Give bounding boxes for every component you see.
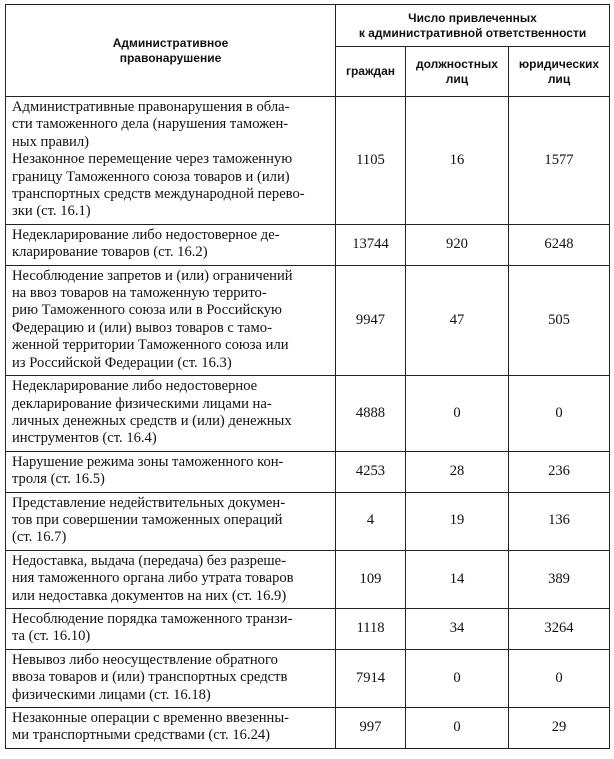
violation-description: Недоставка, выдача (передача) без разреше- ния таможенного органа либо утрата товаров или недоставка документов на них (ст. 16.9) [6,550,336,608]
count-citizens: 13744 [336,224,406,265]
violation-description: Административные правонарушения в обла- сти таможенного дела (нарушения таможен- ных правил) Незаконное перемещение через таможенную границу Таможенного союза товаров и (или) транспортных средств международной перево- зки (ст. 16.1) [6,97,336,225]
count-officials: 34 [406,608,509,649]
count-officials: 28 [406,451,509,492]
count-citizens: 4253 [336,451,406,492]
header-officials: должностных лиц [406,47,509,97]
table-row [6,608,610,649]
count-officials: 0 [406,376,509,452]
count-citizens: 9947 [336,265,406,375]
count-citizens: 1105 [336,97,406,225]
violation-description: Невывоз либо неосуществление обратного ввоза товаров и (или) транспортных средств физическими лицами (ст. 16.18) [6,649,336,707]
table-row [6,265,610,375]
header-count-group: Число привлеченных к административной ответственности [336,5,610,47]
count-legal-entities: 3264 [509,608,610,649]
table-body [6,97,610,749]
count-legal-entities: 6248 [509,224,610,265]
violation-description: Нарушение режима зоны таможенного кон- троля (ст. 16.5) [6,451,336,492]
violation-description: Несоблюдение порядка таможенного транзи- та (ст. 16.10) [6,608,336,649]
count-legal-entities: 1577 [509,97,610,225]
table-row [6,550,610,608]
table-row [6,376,610,452]
table-row [6,708,610,749]
count-citizens: 109 [336,550,406,608]
table-header [6,5,610,97]
violation-description: Недекларирование либо недостоверное де- кларирование товаров (ст. 16.2) [6,224,336,265]
count-legal-entities: 0 [509,649,610,707]
table-row [6,649,610,707]
count-citizens: 7914 [336,649,406,707]
count-legal-entities: 236 [509,451,610,492]
count-legal-entities: 505 [509,265,610,375]
count-officials: 47 [406,265,509,375]
count-legal-entities: 136 [509,492,610,550]
table-row [6,451,610,492]
violation-description: Несоблюдение запретов и (или) ограничений на ввоз товаров на таможенную террито- рию Таможенного союза или в Российскую Федерацию и (или) вывоз товаров с тамо- женной территории Таможенного союза или из Российской Федерации (ст. 16.3) [6,265,336,375]
count-officials: 0 [406,708,509,749]
count-citizens: 4888 [336,376,406,452]
violation-description: Незаконные операции с временно ввезенны- ми транспортными средствами (ст. 16.24) [6,708,336,749]
count-citizens: 997 [336,708,406,749]
count-officials: 14 [406,550,509,608]
header-violation: Административное правонарушение [6,5,336,97]
count-officials: 16 [406,97,509,225]
violations-table [5,4,610,749]
table-row [6,492,610,550]
count-legal-entities: 0 [509,376,610,452]
count-citizens: 1118 [336,608,406,649]
count-citizens: 4 [336,492,406,550]
count-officials: 920 [406,224,509,265]
count-legal-entities: 389 [509,550,610,608]
count-legal-entities: 29 [509,708,610,749]
header-citizens: граждан [336,47,406,97]
table-row [6,224,610,265]
violation-description: Представление недействительных докумен- тов при совершении таможенных операций (ст. 16.7) [6,492,336,550]
table-row [6,97,610,225]
header-legal-entities: юридических лиц [509,47,610,97]
count-officials: 19 [406,492,509,550]
violation-description: Недекларирование либо недостоверное декларирование физическими лицами на- личных денежных средств и (или) денежных инструментов (ст. 16.4) [6,376,336,452]
count-officials: 0 [406,649,509,707]
